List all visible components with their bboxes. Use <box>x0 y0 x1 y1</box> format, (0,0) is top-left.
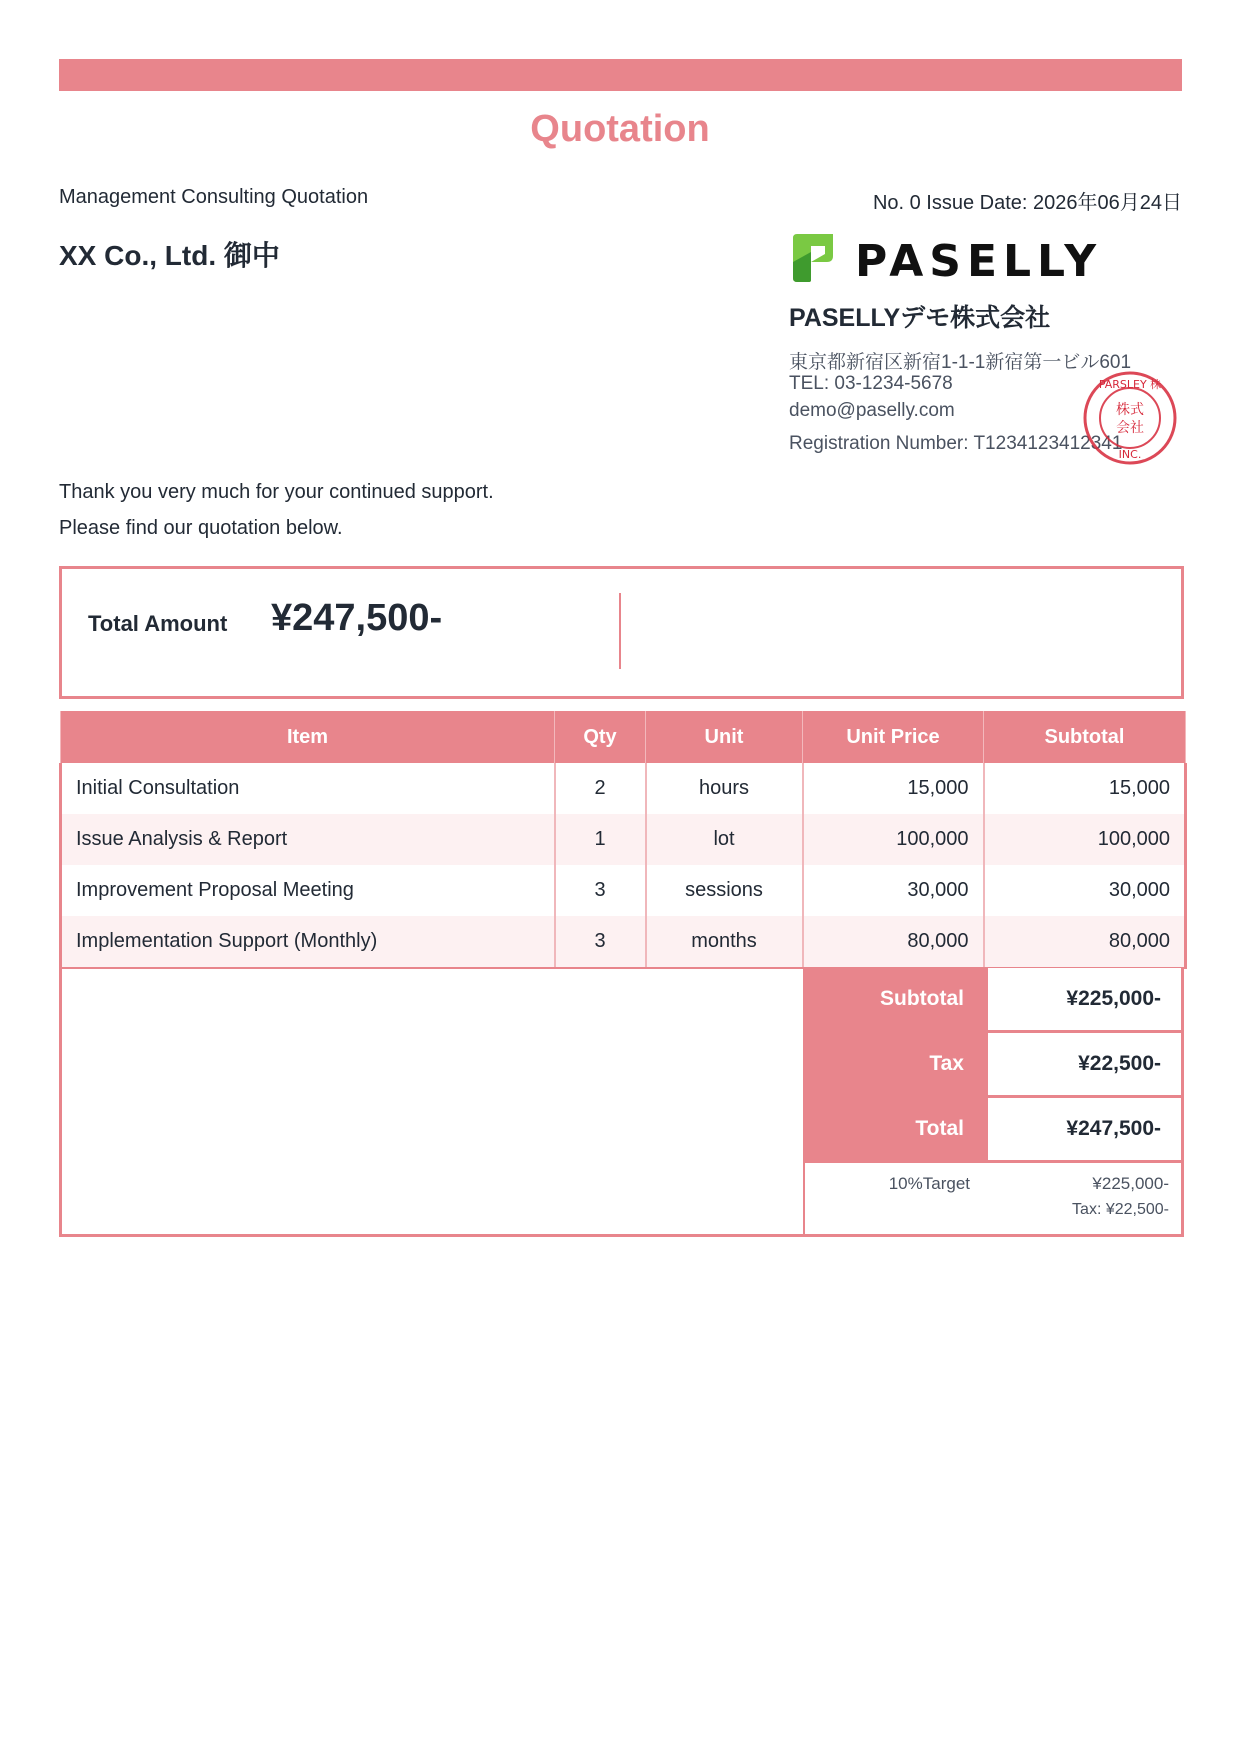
total-amount-value: ¥247,500- <box>271 597 443 639</box>
quotation-subject: Management Consulting Quotation <box>59 186 369 208</box>
column-header-item: Item <box>61 711 555 763</box>
total-amount-label: Total Amount <box>88 611 228 636</box>
tax-rate-target-value: ¥225,000- <box>1092 1174 1169 1193</box>
tax-label: Tax <box>805 1033 986 1098</box>
cell-qty: 2 <box>555 763 646 814</box>
cell-subtotal: 80,000 <box>984 916 1186 968</box>
greeting-line-1: Thank you very much for your continued support. <box>59 481 494 503</box>
cell-unit-price: 80,000 <box>803 916 984 968</box>
issue-number-date: No. 0 Issue Date: 2026年06月24日 <box>872 192 1182 214</box>
issuer-phone: TEL: 03-1234-5678 <box>789 373 953 394</box>
summary-section <box>59 968 1184 1237</box>
issuer-email: demo@paselly.com <box>789 400 955 421</box>
logo-wordmark: PASELLY <box>855 236 1103 287</box>
issuer-registration-number: Registration Number: T1234123412341 <box>789 433 1123 454</box>
cell-subtotal: 100,000 <box>984 814 1186 865</box>
greeting-line-2: Please find our quotation below. <box>59 517 343 539</box>
issuer-company-name: PASELLYデモ株式会社 <box>789 304 1051 332</box>
grand-total-label: Total <box>805 1098 986 1163</box>
paselly-logo-icon <box>789 232 837 284</box>
cell-unit: sessions <box>646 865 803 916</box>
column-header-unit: Unit <box>646 711 803 763</box>
subtotal-value: ¥225,000- <box>986 968 1181 1033</box>
company-logo <box>789 232 1103 287</box>
svg-text:株式: 株式 <box>1116 402 1144 418</box>
client-name: XX Co., Ltd. 御中 <box>59 240 280 271</box>
cell-item: Improvement Proposal Meeting <box>61 865 555 916</box>
table-row <box>61 916 1186 968</box>
cell-item: Implementation Support (Monthly) <box>61 916 555 968</box>
table-header-row <box>61 711 1186 763</box>
cell-unit: months <box>646 916 803 968</box>
total-amount-box <box>59 566 1184 699</box>
cell-unit-price: 30,000 <box>803 865 984 916</box>
cell-subtotal: 15,000 <box>984 763 1186 814</box>
cell-qty: 3 <box>555 865 646 916</box>
cell-qty: 3 <box>555 916 646 968</box>
issuer-address: 東京都新宿区新宿1-1-1新宿第一ビル601 <box>789 352 1132 373</box>
grand-total-value: ¥247,500- <box>986 1098 1181 1163</box>
cell-unit: hours <box>646 763 803 814</box>
document-title: Quotation <box>530 108 710 150</box>
table-row <box>61 763 1186 814</box>
tax-value: ¥22,500- <box>986 1033 1181 1098</box>
cell-unit-price: 100,000 <box>803 814 984 865</box>
column-header-subtotal: Subtotal <box>984 711 1186 763</box>
header-accent-bar <box>59 59 1182 91</box>
column-header-qty: Qty <box>555 711 646 763</box>
cell-unit-price: 15,000 <box>803 763 984 814</box>
column-header-unit-price: Unit Price <box>803 711 984 763</box>
table-row <box>61 865 1186 916</box>
svg-text:INC.: INC. <box>1118 448 1142 461</box>
cell-item: Issue Analysis & Report <box>61 814 555 865</box>
line-items-table <box>59 711 1187 969</box>
svg-text:会社: 会社 <box>1116 420 1144 436</box>
tax-rate-tax-value: Tax: ¥22,500- <box>1072 1201 1169 1218</box>
table-row <box>61 814 1186 865</box>
total-box-divider <box>619 593 621 669</box>
tax-rate-target-label: 10%Target <box>888 1174 970 1193</box>
subtotal-label: Subtotal <box>805 968 986 1033</box>
cell-unit: lot <box>646 814 803 865</box>
cell-qty: 1 <box>555 814 646 865</box>
svg-text:PARSLEY 株: PARSLEY 株 <box>1098 378 1162 391</box>
cell-item: Initial Consultation <box>61 763 555 814</box>
company-seal-stamp <box>1082 370 1178 466</box>
cell-subtotal: 30,000 <box>984 865 1186 916</box>
